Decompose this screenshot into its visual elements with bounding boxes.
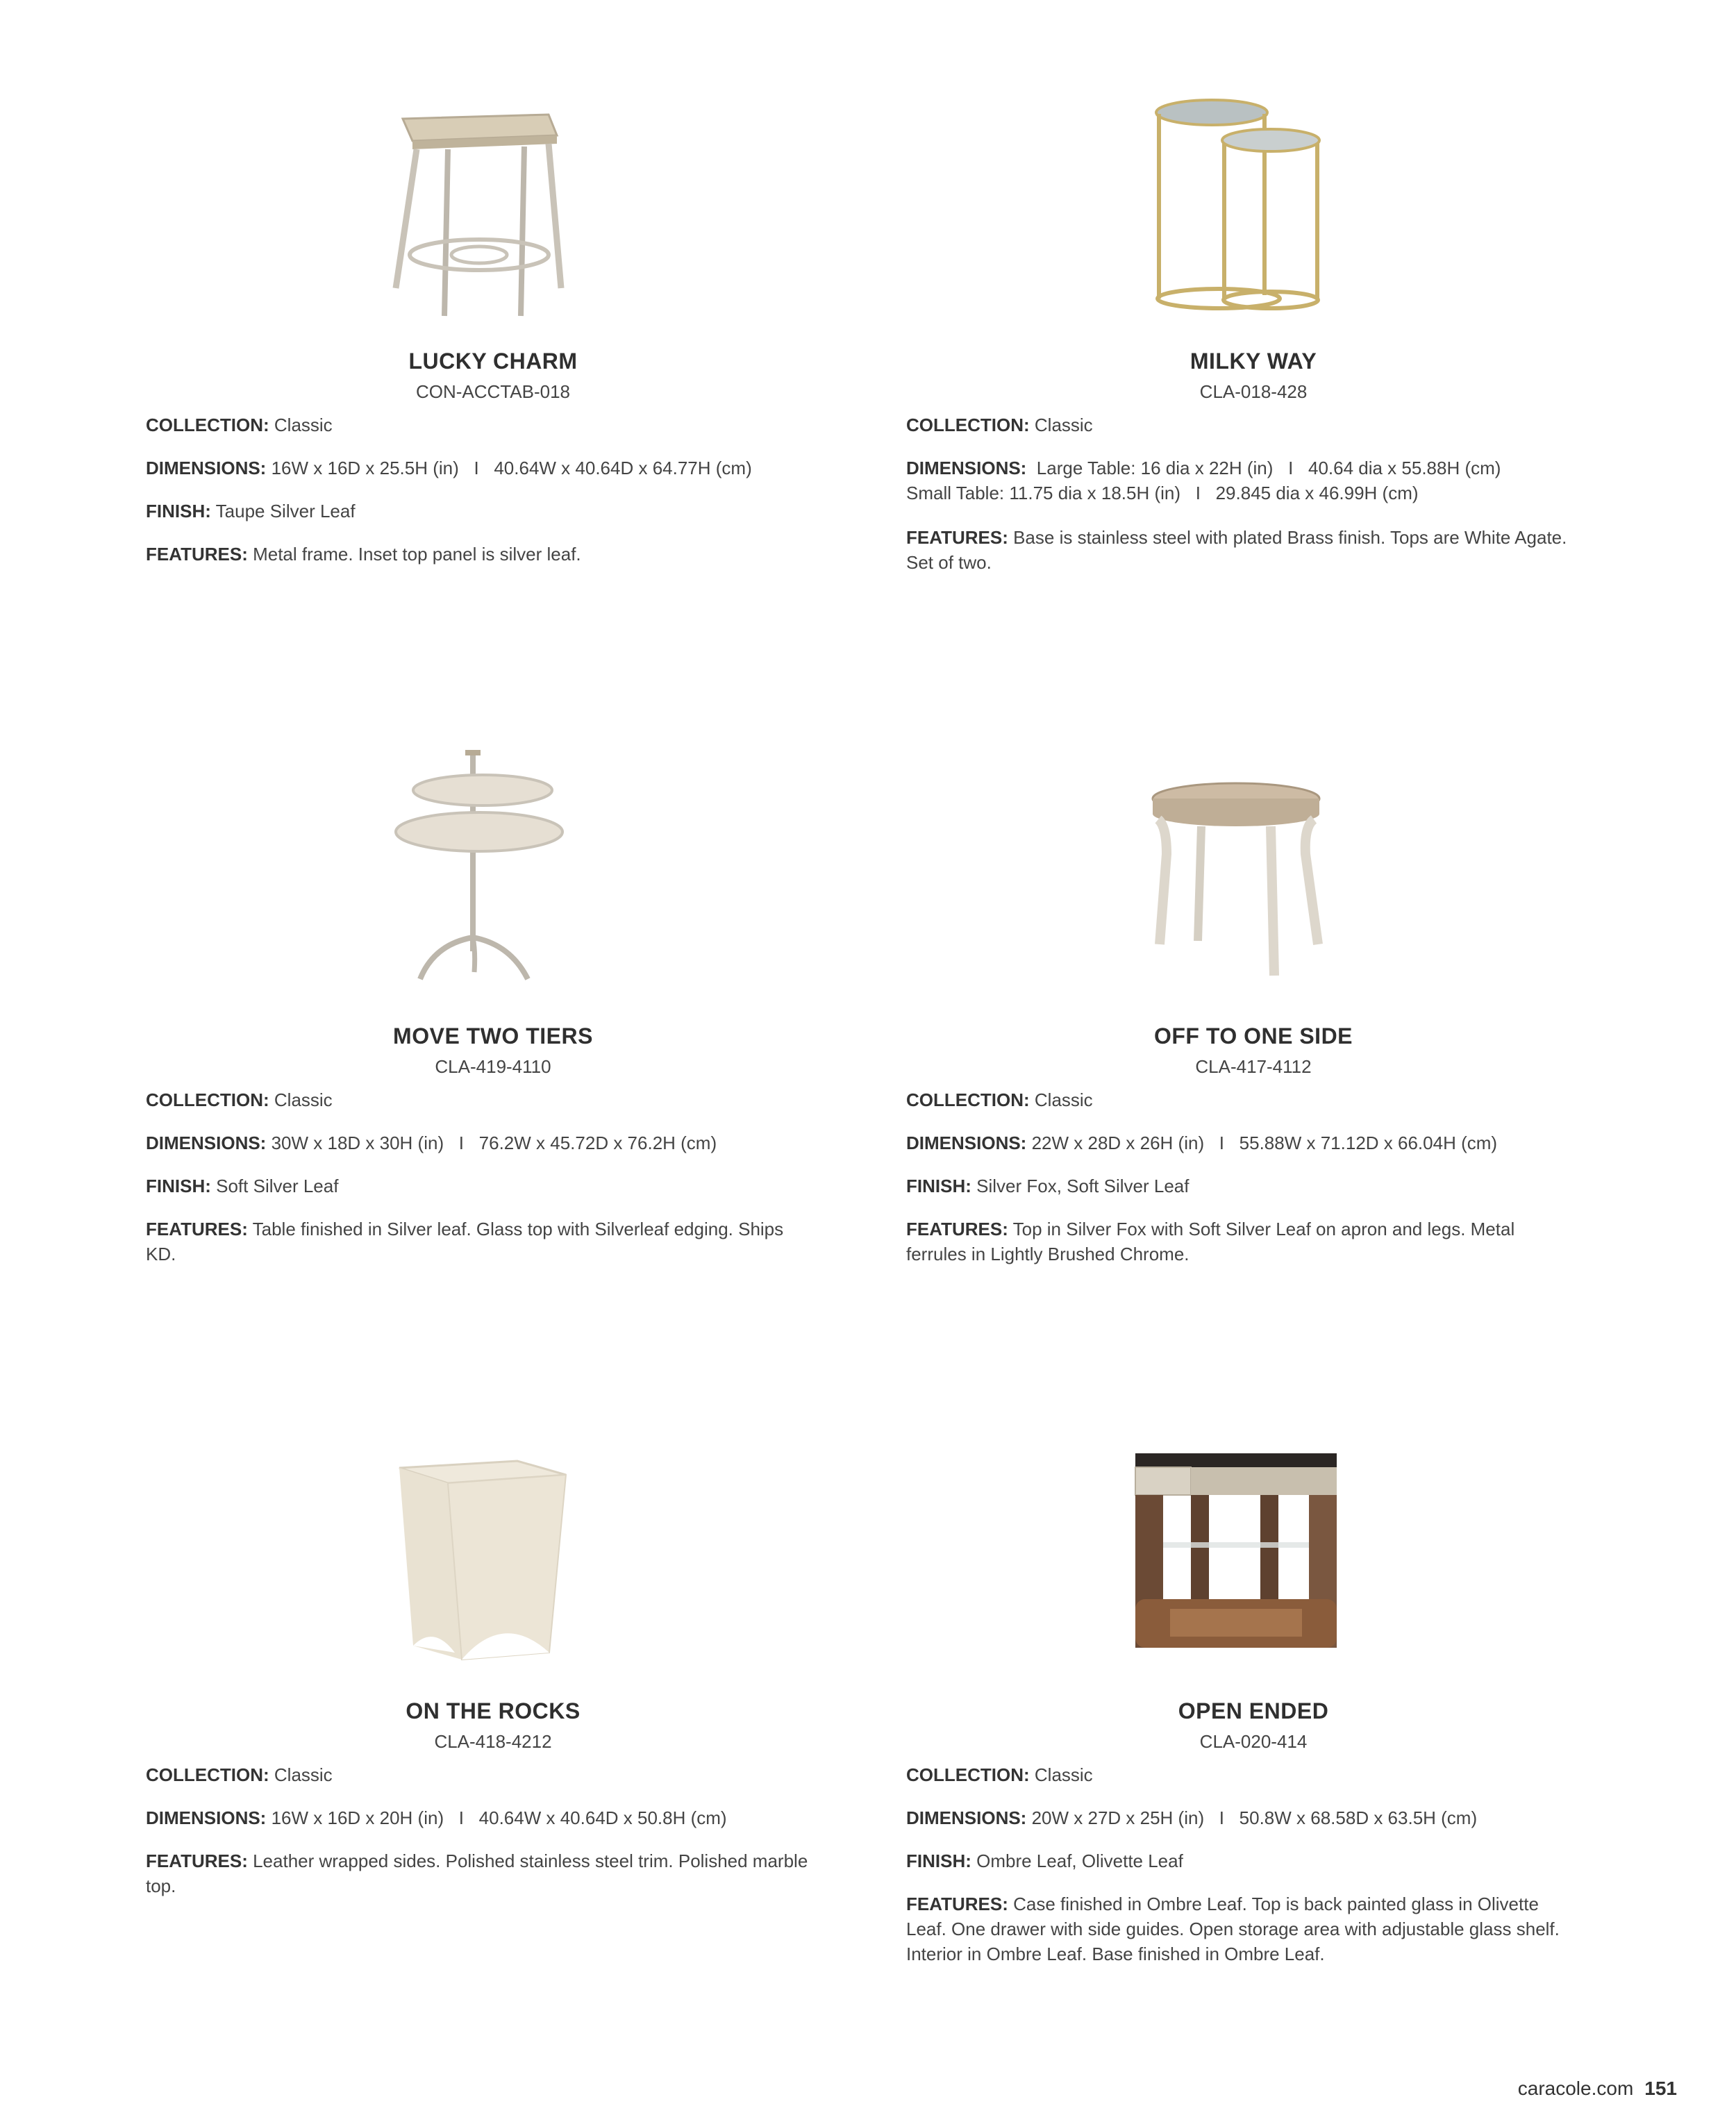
product-name: MOVE TWO TIERS: [393, 1024, 593, 1049]
collection-label: COLLECTION:: [146, 415, 269, 435]
collection-field: [146, 1762, 812, 1787]
page-number: 151: [1644, 2078, 1677, 2099]
on-the-rocks-table-image: [385, 1451, 573, 1673]
collection-value: Classic: [274, 415, 333, 435]
features-label: FEATURES:: [906, 527, 1008, 548]
features-label: FEATURES:: [146, 1851, 248, 1871]
features-value: Top in Silver Fox with Soft Silver Leaf on apron and legs. Metal ferrules in Lightly Brushed Chrome.: [906, 1219, 1515, 1264]
product-sku: CON-ACCTAB-018: [415, 381, 570, 402]
footer-website[interactable]: caracole.com: [1517, 2078, 1634, 2099]
dimensions-field: [906, 456, 1573, 506]
product-name: ON THE ROCKS: [406, 1698, 581, 1723]
product-name: MILKY WAY: [1190, 349, 1317, 374]
collection-label: COLLECTION:: [906, 415, 1030, 435]
finish-label: FINISH:: [906, 1176, 971, 1196]
features-field: [906, 525, 1573, 575]
finish-value: Soft Silver Leaf: [216, 1176, 339, 1196]
features-field: [146, 1217, 812, 1267]
finish-label: FINISH:: [146, 501, 211, 521]
features-value: Case finished in Ombre Leaf. Top is back painted glass in Olivette Leaf. One drawer with side guides. Open storage area with adjustable glass shelf. Interior in Ombre Leaf. Base finished in Ombre Leaf.: [906, 1894, 1560, 1964]
finish-field: [906, 1173, 1573, 1198]
features-label: FEATURES:: [906, 1219, 1008, 1239]
features-field: [906, 1891, 1573, 1966]
collection-value: Classic: [274, 1089, 333, 1110]
product-sku: CLA-020-414: [1199, 1731, 1308, 1752]
collection-field: [906, 1762, 1573, 1787]
dimensions-value: 30W x 18D x 30H (in) I 76.2W x 45.72D x 76.2H (cm): [271, 1133, 717, 1153]
collection-value: Classic: [274, 1764, 333, 1785]
features-value: Table finished in Silver leaf. Glass top with Silverleaf edging. Ships KD.: [146, 1219, 784, 1264]
product-name: OFF TO ONE SIDE: [1153, 1024, 1353, 1049]
features-label: FEATURES:: [146, 544, 248, 565]
features-value: Leather wrapped sides. Polished stainless steel trim. Polished marble top.: [146, 1851, 808, 1896]
collection-label: COLLECTION:: [146, 1764, 269, 1785]
dimensions-value: 22W x 28D x 26H (in) I 55.88W x 71.12D x 66.04H (cm): [1031, 1133, 1498, 1153]
lucky-charm-table-image: [382, 108, 569, 337]
dimensions-label: DIMENSIONS:: [906, 1807, 1027, 1828]
collection-value: Classic: [1034, 1089, 1093, 1110]
dimensions-value: 16W x 16D x 25.5H (in) I 40.64W x 40.64D x 64.77H (cm): [271, 458, 752, 478]
collection-field: [906, 1087, 1573, 1112]
open-ended-table-image: [1128, 1448, 1344, 1656]
finish-label: FINISH:: [906, 1851, 971, 1871]
features-label: FEATURES:: [906, 1894, 1008, 1914]
features-field: [906, 1217, 1573, 1267]
dimensions-field: [906, 1130, 1573, 1155]
finish-field: [906, 1848, 1573, 1873]
collection-label: COLLECTION:: [906, 1764, 1030, 1785]
product-name: LUCKY CHARM: [408, 349, 578, 374]
dimensions-value-line1: Large Table: 16 dia x 22H (in) I 40.64 dia x 55.88H (cm): [1036, 458, 1501, 478]
dimensions-field: [146, 1805, 812, 1830]
dimensions-field: [146, 1130, 812, 1155]
dimensions-field: [906, 1805, 1573, 1830]
collection-value: Classic: [1034, 415, 1093, 435]
finish-field: [146, 1173, 812, 1198]
features-value: Metal frame. Inset top panel is silver leaf.: [253, 544, 581, 565]
dimensions-label: DIMENSIONS:: [906, 1133, 1027, 1153]
collection-field: [906, 412, 1573, 437]
page-footer: [1518, 2078, 1677, 2100]
finish-value: Ombre Leaf, Olivette Leaf: [976, 1851, 1183, 1871]
product-sku: CLA-417-4112: [1195, 1056, 1312, 1077]
collection-label: COLLECTION:: [906, 1089, 1030, 1110]
product-sku: CLA-418-4212: [434, 1731, 552, 1752]
collection-field: [146, 1087, 812, 1112]
product-sku: CLA-419-4110: [435, 1056, 551, 1077]
dimensions-label: DIMENSIONS:: [906, 458, 1027, 478]
finish-value: Taupe Silver Leaf: [215, 501, 356, 521]
dimensions-value: 20W x 27D x 25H (in) I 50.8W x 68.58D x 63.5H (cm): [1031, 1807, 1478, 1828]
features-label: FEATURES:: [146, 1219, 248, 1239]
finish-value: Silver Fox, Soft Silver Leaf: [976, 1176, 1190, 1196]
product-name: OPEN ENDED: [1178, 1698, 1329, 1723]
features-value: Base is stainless steel with plated Brass finish. Tops are White Agate. Set of two.: [906, 527, 1567, 573]
milky-way-nesting-tables-image: [1149, 97, 1344, 312]
dimensions-field: [146, 456, 812, 481]
finish-field: [146, 499, 812, 524]
collection-label: COLLECTION:: [146, 1089, 269, 1110]
off-to-one-side-table-image: [1139, 778, 1333, 986]
finish-label: FINISH:: [146, 1176, 211, 1196]
move-two-tiers-table-image: [392, 743, 573, 986]
dimensions-value: 16W x 16D x 20H (in) I 40.64W x 40.64D x 50.8H (cm): [271, 1807, 727, 1828]
dimensions-value-line2: Small Table: 11.75 dia x 18.5H (in) I 29.845 dia x 46.99H (cm): [906, 483, 1419, 503]
collection-field: [146, 412, 812, 437]
features-field: [146, 542, 812, 567]
dimensions-label: DIMENSIONS:: [146, 1807, 267, 1828]
product-sku: CLA-018-428: [1199, 381, 1308, 402]
features-field: [146, 1848, 812, 1898]
collection-value: Classic: [1034, 1764, 1093, 1785]
dimensions-label: DIMENSIONS:: [146, 1133, 267, 1153]
dimensions-label: DIMENSIONS:: [146, 458, 267, 478]
